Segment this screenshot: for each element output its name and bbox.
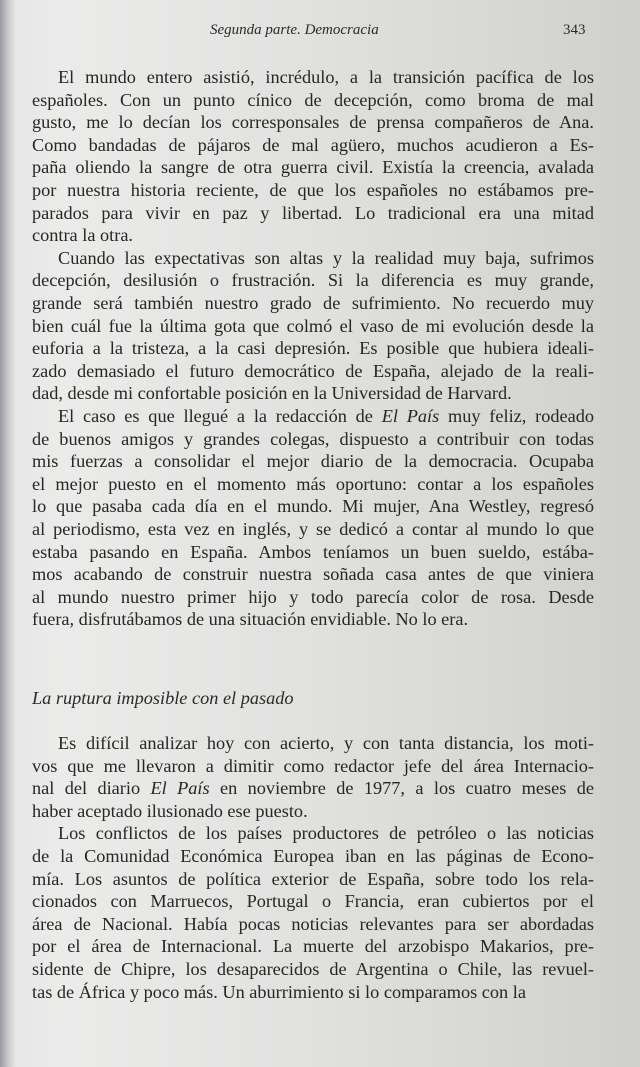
- text-line: por nuestra historia reciente, de que los españoles no estábamos pre-: [32, 180, 594, 200]
- text-line: euforia a la tristeza, a la casi depresión. Es posible que hubiera ideali-: [32, 338, 594, 359]
- text-line: Cuando las expectativas son altas y la realidad muy baja, sufrimos: [58, 247, 594, 268]
- text-line: El caso es que llegué a la redacción de El País muy feliz, rodeado: [58, 406, 594, 426]
- text-line: cionados con Marruecos, Portugal o Francia, eran cubiertos por el: [32, 891, 594, 912]
- text-line: sidente de Chipre, los desaparecidos de Argentina o Chile, las revuel-: [32, 959, 594, 979]
- text-line: decepción, desilusión o frustración. Si la diferencia es muy grande,: [32, 270, 594, 291]
- text-line: mía. Los asuntos de política exterior de España, sobre todo los rela-: [32, 868, 594, 889]
- text-line: fuera, disfrutábamos de una situación envidiable. No lo era.: [32, 609, 469, 630]
- text-line: bien cuál fue la última gota que colmó el vaso de mi evolución desde la: [32, 315, 594, 336]
- running-head: [0, 22, 640, 46]
- text-line: españoles. Con un punto cínico de decepción, como broma de mal: [32, 89, 594, 110]
- text-line: Como bandadas de pájaros de mal agüero, muchos acudieron a Es-: [32, 134, 594, 155]
- text-line: el mejor puesto en el momento más oportuno: contar a los españoles: [32, 473, 594, 494]
- text-line: lo que pasaba cada día en el mundo. Mi mujer, Ana Westley, regresó: [32, 496, 594, 517]
- text-line: dad, desde mi confortable posición en la Universidad de Harvard.: [32, 383, 512, 404]
- text-line: grande será también nuestro grado de sufrimiento. No recuerdo muy: [32, 293, 594, 313]
- text-line: mos acabando de construir nuestra soñada casa antes de que viniera: [32, 564, 594, 585]
- text-line: nal del diario El País en noviembre de 1977, a los cuatro meses de: [32, 778, 594, 799]
- text-line: de la Comunidad Económica Europea iban en las páginas de Econo-: [32, 846, 594, 866]
- text-line: contra la otra.: [32, 225, 134, 246]
- text-line: parados para vivir en paz y libertad. Lo tradicional era una mitad: [32, 202, 594, 223]
- text-line: paña oliendo la sangre de otra guerra civil. Existía la creencia, avalada: [32, 157, 594, 178]
- text-line: al mundo nuestro primer hijo y todo parecía color de rosa. Desde: [32, 586, 594, 607]
- page-number: 343: [563, 22, 586, 38]
- text-line: Los conflictos de los países productores de petróleo o las noticias: [58, 823, 594, 844]
- text-line: mis fuerzas a consolidar el mejor diario de la democracia. Ocupaba: [32, 451, 594, 472]
- text-line: área de Nacional. Había pocas noticias relevantes para ser abordadas: [32, 913, 594, 934]
- text-line: tas de África y poco más. Un aburrimiento si lo comparamos con la: [32, 981, 526, 1002]
- text-line: vos que me llevaron a dimitir como redactor jefe del área Internacio-: [32, 755, 594, 776]
- text-line: zado demasiado el futuro democrático de España, alejado de la reali-: [32, 360, 594, 381]
- text-line: al periodismo, esta vez en inglés, y se dedicó a contar al mundo lo que: [32, 519, 594, 539]
- text-line: haber aceptado ilusionado ese puesto.: [32, 800, 308, 821]
- text-line: de buenos amigos y grandes colegas, dispuesto a contribuir con todas: [32, 428, 594, 449]
- text-line: Es difícil analizar hoy con acierto, y con tanta distancia, los moti-: [58, 733, 594, 753]
- text-line: estaba pasando en España. Ambos teníamos un buen sueldo, estába-: [32, 541, 594, 562]
- text-line: por el área de Internacional. La muerte del arzobispo Makarios, pre-: [32, 936, 594, 957]
- section-heading: La ruptura imposible con el pasado: [32, 688, 294, 708]
- text-line: gusto, me lo decían los corresponsales de prensa compañeros de Ana.: [32, 112, 594, 133]
- text-line: El mundo entero asistió, incrédulo, a la transición pacífica de los: [58, 67, 594, 87]
- running-title: Segunda parte. Democracia: [210, 22, 379, 38]
